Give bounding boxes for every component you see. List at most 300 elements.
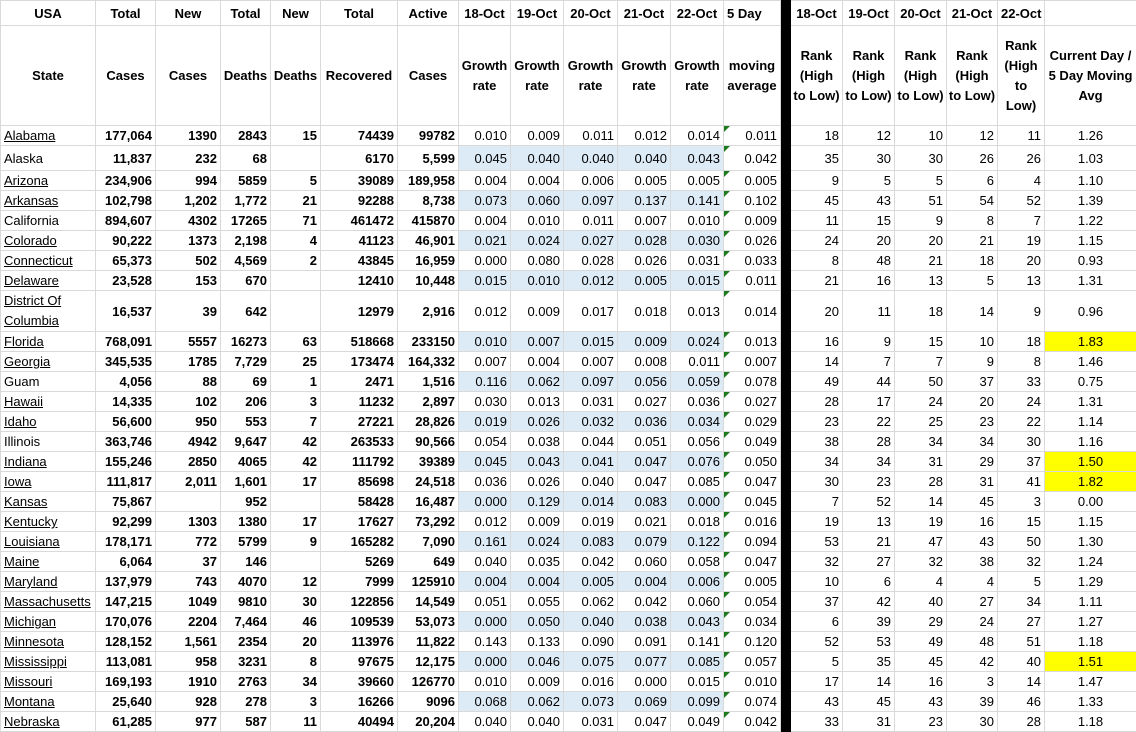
five-day-moving-average-cell[interactable] bbox=[724, 712, 781, 732]
growth-20-oct-cell[interactable] bbox=[564, 672, 618, 692]
rank-21-oct-cell[interactable] bbox=[947, 432, 998, 452]
total-recovered-cell[interactable] bbox=[321, 372, 398, 392]
rank-22-oct-cell[interactable] bbox=[998, 552, 1045, 572]
active-cases-cell[interactable] bbox=[398, 332, 459, 352]
current-day-ratio-cell[interactable] bbox=[1045, 472, 1136, 492]
active-cases-cell[interactable] bbox=[398, 552, 459, 572]
total-recovered-cell[interactable] bbox=[321, 452, 398, 472]
total-deaths-cell[interactable] bbox=[221, 472, 271, 492]
growth-22-oct-cell[interactable] bbox=[671, 372, 724, 392]
growth-22-oct-cell[interactable] bbox=[671, 191, 724, 211]
new-cases-cell[interactable] bbox=[156, 612, 221, 632]
total-deaths-cell[interactable] bbox=[221, 492, 271, 512]
active-cases-cell[interactable] bbox=[398, 231, 459, 251]
rank-20-oct-cell[interactable] bbox=[895, 492, 947, 512]
new-deaths-cell[interactable] bbox=[271, 592, 321, 612]
rank-18-oct-cell[interactable] bbox=[791, 712, 843, 732]
five-day-moving-average-cell[interactable] bbox=[724, 291, 781, 332]
growth-20-oct-cell[interactable] bbox=[564, 271, 618, 291]
total-deaths-cell[interactable] bbox=[221, 291, 271, 332]
new-deaths-cell[interactable] bbox=[271, 191, 321, 211]
growth-22-oct-cell[interactable] bbox=[671, 632, 724, 652]
growth-18-oct-cell[interactable] bbox=[459, 231, 511, 251]
rank-22-oct-cell[interactable] bbox=[998, 492, 1045, 512]
new-cases-cell[interactable] bbox=[156, 532, 221, 552]
growth-22-oct-cell[interactable] bbox=[671, 492, 724, 512]
rank-21-oct-cell[interactable] bbox=[947, 572, 998, 592]
rank-21-oct-cell[interactable] bbox=[947, 352, 998, 372]
growth-21-oct-cell[interactable] bbox=[618, 652, 671, 672]
growth-18-oct-cell[interactable] bbox=[459, 712, 511, 732]
header-rank-20-oct[interactable] bbox=[895, 26, 947, 126]
growth-21-oct-cell[interactable] bbox=[618, 452, 671, 472]
growth-22-oct-cell[interactable] bbox=[671, 412, 724, 432]
five-day-moving-average-cell[interactable] bbox=[724, 612, 781, 632]
rank-22-oct-cell[interactable] bbox=[998, 126, 1045, 146]
total-recovered-cell[interactable] bbox=[321, 352, 398, 372]
state-cell[interactable] bbox=[1, 352, 96, 372]
rank-21-oct-cell[interactable] bbox=[947, 146, 998, 171]
total-recovered-cell[interactable] bbox=[321, 472, 398, 492]
growth-19-oct-cell[interactable] bbox=[511, 632, 564, 652]
header-rank-21-oct[interactable] bbox=[947, 1, 998, 26]
growth-19-oct-cell[interactable] bbox=[511, 352, 564, 372]
growth-18-oct-cell[interactable] bbox=[459, 592, 511, 612]
total-deaths-cell[interactable] bbox=[221, 632, 271, 652]
new-deaths-cell[interactable] bbox=[271, 632, 321, 652]
new-deaths-cell[interactable] bbox=[271, 291, 321, 332]
header-growth-22-oct[interactable] bbox=[671, 1, 724, 26]
growth-20-oct-cell[interactable] bbox=[564, 372, 618, 392]
rank-18-oct-cell[interactable] bbox=[791, 352, 843, 372]
rank-19-oct-cell[interactable] bbox=[843, 452, 895, 472]
header-current-day-ratio[interactable] bbox=[1045, 1, 1136, 26]
growth-21-oct-cell[interactable] bbox=[618, 412, 671, 432]
header-total-recovered[interactable] bbox=[321, 1, 398, 26]
growth-21-oct-cell[interactable] bbox=[618, 251, 671, 271]
growth-21-oct-cell[interactable] bbox=[618, 392, 671, 412]
five-day-moving-average-cell[interactable] bbox=[724, 692, 781, 712]
current-day-ratio-cell[interactable] bbox=[1045, 612, 1136, 632]
current-day-ratio-cell[interactable] bbox=[1045, 572, 1136, 592]
total-deaths-cell[interactable] bbox=[221, 572, 271, 592]
growth-19-oct-cell[interactable] bbox=[511, 552, 564, 572]
new-deaths-cell[interactable] bbox=[271, 392, 321, 412]
new-cases-cell[interactable] bbox=[156, 632, 221, 652]
rank-22-oct-cell[interactable] bbox=[998, 692, 1045, 712]
growth-21-oct-cell[interactable] bbox=[618, 372, 671, 392]
total-recovered-cell[interactable] bbox=[321, 592, 398, 612]
rank-21-oct-cell[interactable] bbox=[947, 392, 998, 412]
rank-20-oct-cell[interactable] bbox=[895, 452, 947, 472]
rank-20-oct-cell[interactable] bbox=[895, 211, 947, 231]
state-cell[interactable] bbox=[1, 572, 96, 592]
rank-21-oct-cell[interactable] bbox=[947, 492, 998, 512]
rank-21-oct-cell[interactable] bbox=[947, 332, 998, 352]
current-day-ratio-cell[interactable] bbox=[1045, 332, 1136, 352]
rank-20-oct-cell[interactable] bbox=[895, 712, 947, 732]
rank-22-oct-cell[interactable] bbox=[998, 512, 1045, 532]
rank-22-oct-cell[interactable] bbox=[998, 592, 1045, 612]
growth-18-oct-cell[interactable] bbox=[459, 552, 511, 572]
five-day-moving-average-cell[interactable] bbox=[724, 191, 781, 211]
growth-19-oct-cell[interactable] bbox=[511, 572, 564, 592]
growth-18-oct-cell[interactable] bbox=[459, 512, 511, 532]
growth-18-oct-cell[interactable] bbox=[459, 452, 511, 472]
total-deaths-cell[interactable] bbox=[221, 432, 271, 452]
rank-22-oct-cell[interactable] bbox=[998, 332, 1045, 352]
total-recovered-cell[interactable] bbox=[321, 126, 398, 146]
rank-22-oct-cell[interactable] bbox=[998, 191, 1045, 211]
growth-21-oct-cell[interactable] bbox=[618, 146, 671, 171]
growth-20-oct-cell[interactable] bbox=[564, 592, 618, 612]
total-recovered-cell[interactable] bbox=[321, 492, 398, 512]
growth-21-oct-cell[interactable] bbox=[618, 291, 671, 332]
rank-20-oct-cell[interactable] bbox=[895, 231, 947, 251]
rank-18-oct-cell[interactable] bbox=[791, 652, 843, 672]
rank-19-oct-cell[interactable] bbox=[843, 552, 895, 572]
active-cases-cell[interactable] bbox=[398, 512, 459, 532]
growth-21-oct-cell[interactable] bbox=[618, 211, 671, 231]
total-recovered-cell[interactable] bbox=[321, 171, 398, 191]
rank-21-oct-cell[interactable] bbox=[947, 171, 998, 191]
state-cell[interactable] bbox=[1, 332, 96, 352]
current-day-ratio-cell[interactable] bbox=[1045, 191, 1136, 211]
current-day-ratio-cell[interactable] bbox=[1045, 652, 1136, 672]
five-day-moving-average-cell[interactable] bbox=[724, 372, 781, 392]
growth-20-oct-cell[interactable] bbox=[564, 412, 618, 432]
rank-19-oct-cell[interactable] bbox=[843, 191, 895, 211]
new-cases-cell[interactable] bbox=[156, 472, 221, 492]
new-cases-cell[interactable] bbox=[156, 191, 221, 211]
total-cases-cell[interactable] bbox=[96, 512, 156, 532]
rank-22-oct-cell[interactable] bbox=[998, 211, 1045, 231]
growth-21-oct-cell[interactable] bbox=[618, 552, 671, 572]
current-day-ratio-cell[interactable] bbox=[1045, 171, 1136, 191]
rank-18-oct-cell[interactable] bbox=[791, 452, 843, 472]
growth-20-oct-cell[interactable] bbox=[564, 612, 618, 632]
rank-19-oct-cell[interactable] bbox=[843, 652, 895, 672]
new-deaths-cell[interactable] bbox=[271, 672, 321, 692]
five-day-moving-average-cell[interactable] bbox=[724, 211, 781, 231]
growth-19-oct-cell[interactable] bbox=[511, 171, 564, 191]
new-cases-cell[interactable] bbox=[156, 251, 221, 271]
active-cases-cell[interactable] bbox=[398, 392, 459, 412]
new-deaths-cell[interactable] bbox=[271, 712, 321, 732]
active-cases-cell[interactable] bbox=[398, 251, 459, 271]
rank-22-oct-cell[interactable] bbox=[998, 352, 1045, 372]
rank-20-oct-cell[interactable] bbox=[895, 632, 947, 652]
active-cases-cell[interactable] bbox=[398, 472, 459, 492]
active-cases-cell[interactable] bbox=[398, 271, 459, 291]
current-day-ratio-cell[interactable] bbox=[1045, 412, 1136, 432]
five-day-moving-average-cell[interactable] bbox=[724, 412, 781, 432]
active-cases-cell[interactable] bbox=[398, 532, 459, 552]
growth-22-oct-cell[interactable] bbox=[671, 231, 724, 251]
new-cases-cell[interactable] bbox=[156, 432, 221, 452]
five-day-moving-average-cell[interactable] bbox=[724, 672, 781, 692]
header-active-cases[interactable] bbox=[398, 26, 459, 126]
growth-22-oct-cell[interactable] bbox=[671, 452, 724, 472]
current-day-ratio-cell[interactable] bbox=[1045, 532, 1136, 552]
growth-18-oct-cell[interactable] bbox=[459, 652, 511, 672]
total-cases-cell[interactable] bbox=[96, 432, 156, 452]
header-rank-18-oct[interactable] bbox=[791, 1, 843, 26]
current-day-ratio-cell[interactable] bbox=[1045, 231, 1136, 251]
active-cases-cell[interactable] bbox=[398, 191, 459, 211]
total-recovered-cell[interactable] bbox=[321, 412, 398, 432]
growth-19-oct-cell[interactable] bbox=[511, 672, 564, 692]
new-deaths-cell[interactable] bbox=[271, 512, 321, 532]
five-day-moving-average-cell[interactable] bbox=[724, 512, 781, 532]
growth-22-oct-cell[interactable] bbox=[671, 271, 724, 291]
five-day-moving-average-cell[interactable] bbox=[724, 532, 781, 552]
rank-20-oct-cell[interactable] bbox=[895, 171, 947, 191]
growth-19-oct-cell[interactable] bbox=[511, 532, 564, 552]
rank-20-oct-cell[interactable] bbox=[895, 271, 947, 291]
growth-21-oct-cell[interactable] bbox=[618, 171, 671, 191]
new-deaths-cell[interactable] bbox=[271, 211, 321, 231]
current-day-ratio-cell[interactable] bbox=[1045, 632, 1136, 652]
growth-18-oct-cell[interactable] bbox=[459, 392, 511, 412]
state-cell[interactable] bbox=[1, 291, 96, 332]
rank-20-oct-cell[interactable] bbox=[895, 352, 947, 372]
growth-19-oct-cell[interactable] bbox=[511, 332, 564, 352]
total-cases-cell[interactable] bbox=[96, 452, 156, 472]
growth-19-oct-cell[interactable] bbox=[511, 412, 564, 432]
growth-21-oct-cell[interactable] bbox=[618, 492, 671, 512]
total-cases-cell[interactable] bbox=[96, 632, 156, 652]
rank-19-oct-cell[interactable] bbox=[843, 592, 895, 612]
header-active-cases[interactable] bbox=[398, 1, 459, 26]
rank-21-oct-cell[interactable] bbox=[947, 472, 998, 492]
rank-21-oct-cell[interactable] bbox=[947, 126, 998, 146]
state-cell[interactable] bbox=[1, 372, 96, 392]
header-growth-21-oct[interactable] bbox=[618, 1, 671, 26]
rank-20-oct-cell[interactable] bbox=[895, 432, 947, 452]
growth-20-oct-cell[interactable] bbox=[564, 126, 618, 146]
total-deaths-cell[interactable] bbox=[221, 392, 271, 412]
new-deaths-cell[interactable] bbox=[271, 652, 321, 672]
total-deaths-cell[interactable] bbox=[221, 171, 271, 191]
state-cell[interactable] bbox=[1, 532, 96, 552]
growth-22-oct-cell[interactable] bbox=[671, 251, 724, 271]
rank-22-oct-cell[interactable] bbox=[998, 712, 1045, 732]
growth-20-oct-cell[interactable] bbox=[564, 191, 618, 211]
active-cases-cell[interactable] bbox=[398, 572, 459, 592]
growth-19-oct-cell[interactable] bbox=[511, 372, 564, 392]
five-day-moving-average-cell[interactable] bbox=[724, 472, 781, 492]
header-new-cases[interactable] bbox=[156, 1, 221, 26]
rank-21-oct-cell[interactable] bbox=[947, 632, 998, 652]
rank-18-oct-cell[interactable] bbox=[791, 412, 843, 432]
total-cases-cell[interactable] bbox=[96, 171, 156, 191]
new-cases-cell[interactable] bbox=[156, 146, 221, 171]
state-cell[interactable] bbox=[1, 552, 96, 572]
rank-19-oct-cell[interactable] bbox=[843, 392, 895, 412]
header-rank-19-oct[interactable] bbox=[843, 26, 895, 126]
total-cases-cell[interactable] bbox=[96, 251, 156, 271]
growth-21-oct-cell[interactable] bbox=[618, 271, 671, 291]
rank-20-oct-cell[interactable] bbox=[895, 592, 947, 612]
growth-19-oct-cell[interactable] bbox=[511, 612, 564, 632]
total-cases-cell[interactable] bbox=[96, 692, 156, 712]
growth-18-oct-cell[interactable] bbox=[459, 171, 511, 191]
new-deaths-cell[interactable] bbox=[271, 146, 321, 171]
growth-18-oct-cell[interactable] bbox=[459, 271, 511, 291]
rank-19-oct-cell[interactable] bbox=[843, 352, 895, 372]
rank-18-oct-cell[interactable] bbox=[791, 552, 843, 572]
rank-20-oct-cell[interactable] bbox=[895, 652, 947, 672]
total-recovered-cell[interactable] bbox=[321, 532, 398, 552]
total-cases-cell[interactable] bbox=[96, 472, 156, 492]
rank-22-oct-cell[interactable] bbox=[998, 251, 1045, 271]
growth-19-oct-cell[interactable] bbox=[511, 251, 564, 271]
new-cases-cell[interactable] bbox=[156, 592, 221, 612]
header-growth-19-oct[interactable] bbox=[511, 1, 564, 26]
state-cell[interactable] bbox=[1, 211, 96, 231]
total-recovered-cell[interactable] bbox=[321, 231, 398, 251]
growth-22-oct-cell[interactable] bbox=[671, 692, 724, 712]
five-day-moving-average-cell[interactable] bbox=[724, 492, 781, 512]
rank-19-oct-cell[interactable] bbox=[843, 632, 895, 652]
state-cell[interactable] bbox=[1, 271, 96, 291]
current-day-ratio-cell[interactable] bbox=[1045, 432, 1136, 452]
current-day-ratio-cell[interactable] bbox=[1045, 352, 1136, 372]
growth-18-oct-cell[interactable] bbox=[459, 372, 511, 392]
growth-22-oct-cell[interactable] bbox=[671, 352, 724, 372]
total-deaths-cell[interactable] bbox=[221, 251, 271, 271]
growth-18-oct-cell[interactable] bbox=[459, 532, 511, 552]
growth-22-oct-cell[interactable] bbox=[671, 592, 724, 612]
rank-19-oct-cell[interactable] bbox=[843, 672, 895, 692]
header-growth-20-oct[interactable] bbox=[564, 1, 618, 26]
active-cases-cell[interactable] bbox=[398, 492, 459, 512]
rank-20-oct-cell[interactable] bbox=[895, 146, 947, 171]
current-day-ratio-cell[interactable] bbox=[1045, 126, 1136, 146]
total-cases-cell[interactable] bbox=[96, 612, 156, 632]
active-cases-cell[interactable] bbox=[398, 632, 459, 652]
rank-19-oct-cell[interactable] bbox=[843, 412, 895, 432]
growth-18-oct-cell[interactable] bbox=[459, 412, 511, 432]
rank-22-oct-cell[interactable] bbox=[998, 572, 1045, 592]
current-day-ratio-cell[interactable] bbox=[1045, 251, 1136, 271]
rank-18-oct-cell[interactable] bbox=[791, 512, 843, 532]
state-cell[interactable] bbox=[1, 171, 96, 191]
rank-19-oct-cell[interactable] bbox=[843, 472, 895, 492]
new-cases-cell[interactable] bbox=[156, 211, 221, 231]
total-recovered-cell[interactable] bbox=[321, 712, 398, 732]
growth-20-oct-cell[interactable] bbox=[564, 432, 618, 452]
five-day-moving-average-cell[interactable] bbox=[724, 592, 781, 612]
header-total-deaths[interactable] bbox=[221, 1, 271, 26]
current-day-ratio-cell[interactable] bbox=[1045, 452, 1136, 472]
total-cases-cell[interactable] bbox=[96, 592, 156, 612]
growth-20-oct-cell[interactable] bbox=[564, 472, 618, 492]
total-recovered-cell[interactable] bbox=[321, 552, 398, 572]
header-rank-21-oct[interactable] bbox=[947, 26, 998, 126]
active-cases-cell[interactable] bbox=[398, 672, 459, 692]
rank-19-oct-cell[interactable] bbox=[843, 612, 895, 632]
growth-21-oct-cell[interactable] bbox=[618, 126, 671, 146]
growth-19-oct-cell[interactable] bbox=[511, 592, 564, 612]
active-cases-cell[interactable] bbox=[398, 372, 459, 392]
rank-18-oct-cell[interactable] bbox=[791, 572, 843, 592]
header-rank-20-oct[interactable] bbox=[895, 1, 947, 26]
header-total-cases[interactable] bbox=[96, 1, 156, 26]
header-new-deaths[interactable] bbox=[271, 26, 321, 126]
header-rank-19-oct[interactable] bbox=[843, 1, 895, 26]
new-cases-cell[interactable] bbox=[156, 712, 221, 732]
growth-19-oct-cell[interactable] bbox=[511, 452, 564, 472]
growth-20-oct-cell[interactable] bbox=[564, 352, 618, 372]
rank-19-oct-cell[interactable] bbox=[843, 291, 895, 332]
five-day-moving-average-cell[interactable] bbox=[724, 652, 781, 672]
total-cases-cell[interactable] bbox=[96, 126, 156, 146]
state-cell[interactable] bbox=[1, 251, 96, 271]
growth-18-oct-cell[interactable] bbox=[459, 146, 511, 171]
growth-21-oct-cell[interactable] bbox=[618, 332, 671, 352]
total-recovered-cell[interactable] bbox=[321, 332, 398, 352]
new-cases-cell[interactable] bbox=[156, 372, 221, 392]
five-day-moving-average-cell[interactable] bbox=[724, 231, 781, 251]
rank-18-oct-cell[interactable] bbox=[791, 191, 843, 211]
rank-22-oct-cell[interactable] bbox=[998, 291, 1045, 332]
growth-22-oct-cell[interactable] bbox=[671, 332, 724, 352]
rank-20-oct-cell[interactable] bbox=[895, 572, 947, 592]
active-cases-cell[interactable] bbox=[398, 126, 459, 146]
current-day-ratio-cell[interactable] bbox=[1045, 392, 1136, 412]
state-cell[interactable] bbox=[1, 512, 96, 532]
growth-18-oct-cell[interactable] bbox=[459, 332, 511, 352]
header-growth-18-oct[interactable] bbox=[459, 26, 511, 126]
rank-21-oct-cell[interactable] bbox=[947, 512, 998, 532]
rank-19-oct-cell[interactable] bbox=[843, 332, 895, 352]
new-cases-cell[interactable] bbox=[156, 412, 221, 432]
total-deaths-cell[interactable] bbox=[221, 592, 271, 612]
five-day-moving-average-cell[interactable] bbox=[724, 332, 781, 352]
growth-22-oct-cell[interactable] bbox=[671, 552, 724, 572]
growth-22-oct-cell[interactable] bbox=[671, 291, 724, 332]
rank-19-oct-cell[interactable] bbox=[843, 512, 895, 532]
rank-18-oct-cell[interactable] bbox=[791, 291, 843, 332]
growth-20-oct-cell[interactable] bbox=[564, 652, 618, 672]
state-cell[interactable] bbox=[1, 612, 96, 632]
growth-22-oct-cell[interactable] bbox=[671, 512, 724, 532]
state-cell[interactable] bbox=[1, 146, 96, 171]
rank-18-oct-cell[interactable] bbox=[791, 472, 843, 492]
growth-18-oct-cell[interactable] bbox=[459, 632, 511, 652]
header-new-cases[interactable] bbox=[156, 26, 221, 126]
total-deaths-cell[interactable] bbox=[221, 126, 271, 146]
current-day-ratio-cell[interactable] bbox=[1045, 672, 1136, 692]
rank-22-oct-cell[interactable] bbox=[998, 171, 1045, 191]
rank-20-oct-cell[interactable] bbox=[895, 191, 947, 211]
growth-21-oct-cell[interactable] bbox=[618, 672, 671, 692]
rank-18-oct-cell[interactable] bbox=[791, 692, 843, 712]
five-day-moving-average-cell[interactable] bbox=[724, 552, 781, 572]
rank-22-oct-cell[interactable] bbox=[998, 452, 1045, 472]
new-deaths-cell[interactable] bbox=[271, 552, 321, 572]
total-cases-cell[interactable] bbox=[96, 712, 156, 732]
rank-18-oct-cell[interactable] bbox=[791, 251, 843, 271]
state-cell[interactable] bbox=[1, 412, 96, 432]
total-recovered-cell[interactable] bbox=[321, 512, 398, 532]
total-deaths-cell[interactable] bbox=[221, 231, 271, 251]
growth-19-oct-cell[interactable] bbox=[511, 472, 564, 492]
total-cases-cell[interactable] bbox=[96, 211, 156, 231]
growth-20-oct-cell[interactable] bbox=[564, 552, 618, 572]
